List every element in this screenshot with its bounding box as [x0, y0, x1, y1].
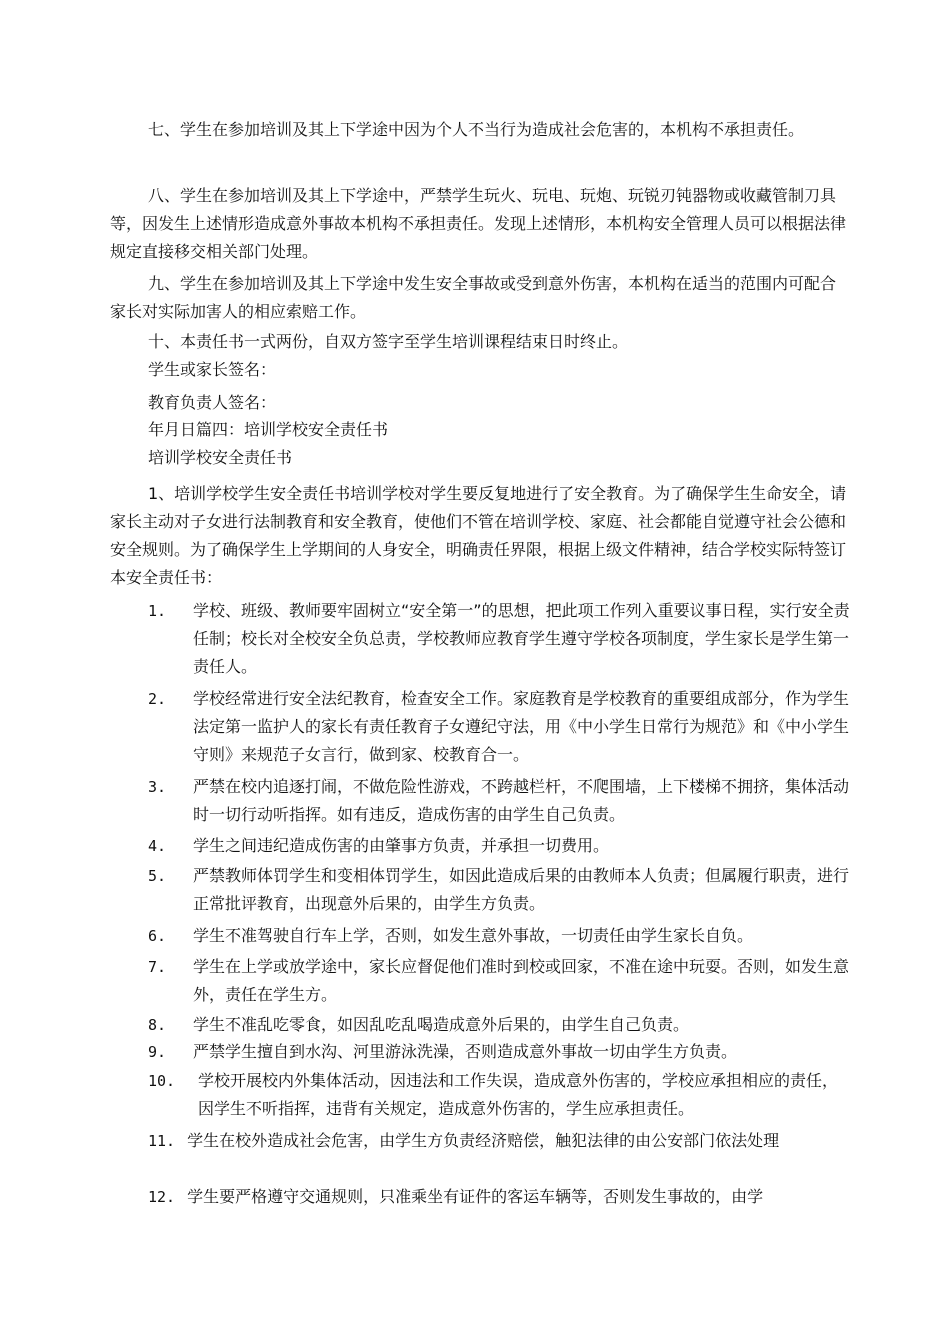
list-item — [148, 597, 853, 681]
list-item-text: 学生要严格遵守交通规则，只准乘坐有证件的客运车辆等，否则发生事故的，由学 — [187, 1187, 764, 1206]
paragraph-10: 十、本责任书一式两份，自双方签字至学生培训课程结束日时终止。 — [148, 332, 629, 351]
list-item — [148, 1067, 853, 1123]
list-item — [148, 1011, 853, 1039]
list-item-text: 学生不准乱吃零食，如因乱吃乱喝造成意外后果的，由学生自己负责。 — [193, 1015, 690, 1034]
list-item-number: 4. — [148, 837, 167, 855]
section-heading: 年月日篇四：培训学校安全责任书 — [148, 420, 389, 439]
list-item-number: 3. — [148, 778, 167, 796]
list-item-number: 12. — [148, 1188, 176, 1206]
list-item — [148, 773, 853, 829]
list-item — [148, 685, 853, 769]
student-signature-line: 学生或家长签名： — [148, 360, 277, 379]
list-item — [148, 832, 853, 860]
paragraph-7: 七、学生在参加培训及其上下学途中因为个人不当行为造成社会危害的，本机构不承担责任。 — [148, 120, 805, 139]
paragraph-8: 八、学生在参加培训及其上下学途中，严禁学生玩火、玩电、玩炮、玩锐刃钝器物或收藏管制刀具等，因发生上述情形造成意外事故本机构不承担责任。发现上述情形，本机构安全管理人员可以根据法律规定直接移交相关部门处理。 — [110, 186, 847, 261]
list-item — [148, 953, 853, 1009]
list-item-number: 7. — [148, 958, 167, 976]
document-title: 培训学校安全责任书 — [148, 448, 293, 467]
list-item — [148, 1038, 853, 1066]
list-item-text: 学校、班级、教师要牢固树立“安全第一”的思想，把此项工作列入重要议事日程，实行安全责任制；校长对全校安全负总责，学校教师应教育学生遵守学校各项制度，学生家长是学生第一责任人。 — [193, 601, 850, 676]
list-item — [110, 1127, 855, 1155]
list-item-text: 严禁在校内追逐打闹，不做危险性游戏，不跨越栏杆，不爬围墙，上下楼梯不拥挤，集体活动时一切行动听指挥。如有违反，造成伤害的由学生自己负责。 — [193, 777, 850, 824]
list-item-text: 学生在校外造成社会危害，由学生方负责经济赔偿，触犯法律的由公安部门依法处理 — [187, 1131, 780, 1150]
intro-paragraph: 1、培训学校学生安全责任书培训学校对学生要反复地进行了安全教育。为了确保学生生命安全，请家长主动对子女进行法制教育和安全教育，使他们不管在培训学校、家庭、社会都能自觉遵守社会公德和安全规则。为了确保学生上学期间的人身安全，明确责任界限，根据上级文件精神，结合学校实际特签订本安全责任书： — [110, 484, 847, 587]
list-item — [148, 862, 853, 918]
list-item — [148, 922, 853, 950]
list-item-text: 学生之间违纪造成伤害的由肇事方负责，并承担一切费用。 — [193, 836, 610, 855]
list-item-number: 10. — [148, 1072, 176, 1090]
educator-signature-line: 教育负责人签名： — [148, 393, 277, 412]
list-item-number: 2. — [148, 690, 167, 708]
list-item-number: 6. — [148, 927, 167, 945]
paragraph-9: 九、学生在参加培训及其上下学途中发生安全事故或受到意外伤害，本机构在适当的范围内可配合家长对实际加害人的相应索赔工作。 — [110, 274, 837, 321]
list-item-text: 严禁教师体罚学生和变相体罚学生，如因此造成后果的由教师本人负责；但属履行职责，进行正常批评教育，出现意外后果的，由学生方负责。 — [193, 866, 850, 913]
list-item-text: 学生不准驾驶自行车上学，否则，如发生意外事故，一切责任由学生家长自负。 — [193, 926, 754, 945]
list-item-number: 11. — [148, 1132, 176, 1150]
list-item — [110, 1183, 855, 1211]
list-item-text: 严禁学生擅自到水沟、河里游泳洗澡，否则造成意外事故一切由学生方负责。 — [193, 1042, 738, 1061]
list-item-number: 1. — [148, 602, 167, 620]
list-item-number: 5. — [148, 867, 167, 885]
list-item-text: 学校开展校内外集体活动，因违法和工作失误，造成意外伤害的，学校应承担相应的责任，因学生不听指挥，违背有关规定，造成意外伤害的，学生应承担责任。 — [198, 1071, 839, 1118]
list-item-text: 学校经常进行安全法纪教育，检查安全工作。家庭教育是学校教育的重要组成部分，作为学生法定第一监护人的家长有责任教育子女遵纪守法，用《中小学生日常行为规范》和《中小学生守则》来规范子女言行，做到家、校教育合一。 — [193, 689, 850, 764]
list-item-number: 8. — [148, 1016, 167, 1034]
list-item-number: 9. — [148, 1043, 167, 1061]
list-item-text: 学生在上学或放学途中，家长应督促他们准时到校或回家，不准在途中玩耍。否则，如发生意外，责任在学生方。 — [193, 957, 850, 1004]
